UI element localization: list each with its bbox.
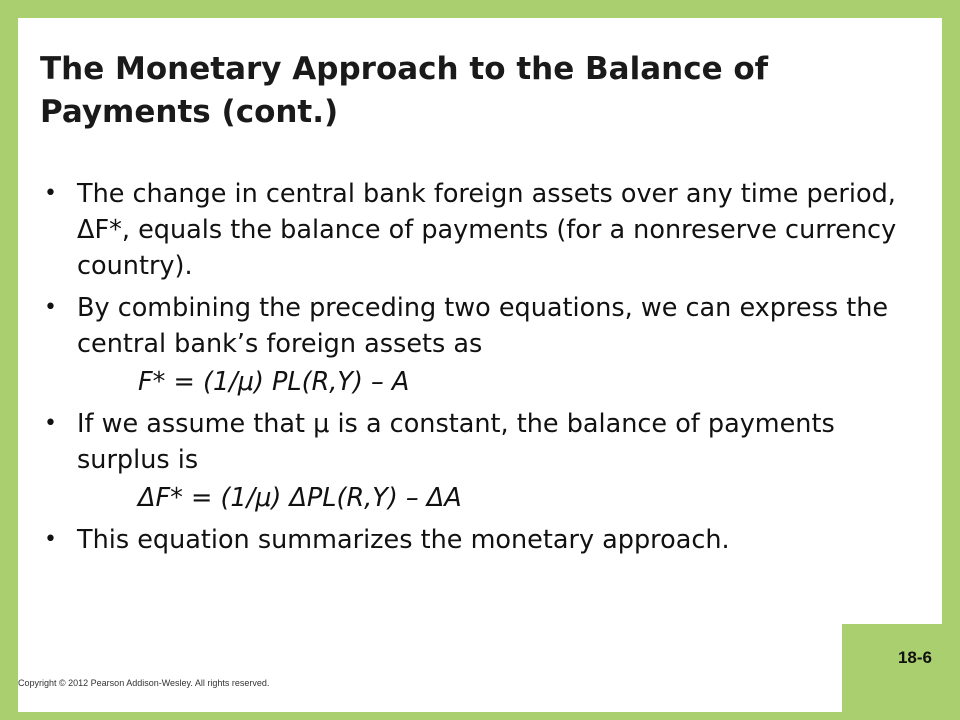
bullet-text: This equation summarizes the monetary approach. — [77, 525, 730, 555]
bullet-item — [40, 406, 930, 478]
bullet-text: By combining the preceding two equations, we can express the central bank’s foreign assets as — [77, 293, 889, 359]
bullet-item — [40, 176, 930, 284]
bullet-item — [40, 290, 930, 362]
page-number: 18-6 — [897, 648, 932, 667]
page-number-box — [842, 624, 942, 712]
bullet-item — [40, 522, 930, 558]
slide-canvas — [18, 18, 942, 712]
bullet-dot-icon: • — [44, 295, 57, 320]
bullet-dot-icon: • — [44, 181, 57, 206]
copyright-notice: Copyright © 2012 Pearson Addison-Wesley. All rights reserved. — [18, 678, 270, 688]
equation-bop-surplus: ΔF* = (1/μ) ΔPL(R,Y) – ΔA — [138, 483, 462, 513]
bullet-text: If we assume that μ is a constant, the balance of payments surplus is — [77, 409, 835, 475]
bullet-text: The change in central bank foreign assets over any time period, ΔF*, equals the balance of payments (for a nonreserve currency country). — [77, 179, 897, 281]
slide-body — [40, 176, 930, 564]
slide-title: The Monetary Approach to the Balance of Payments (cont.) — [40, 51, 769, 130]
bullet-dot-icon: • — [44, 411, 57, 436]
equation-foreign-assets: F* = (1/μ) PL(R,Y) – A — [138, 367, 410, 397]
bullet-dot-icon: • — [44, 527, 57, 552]
